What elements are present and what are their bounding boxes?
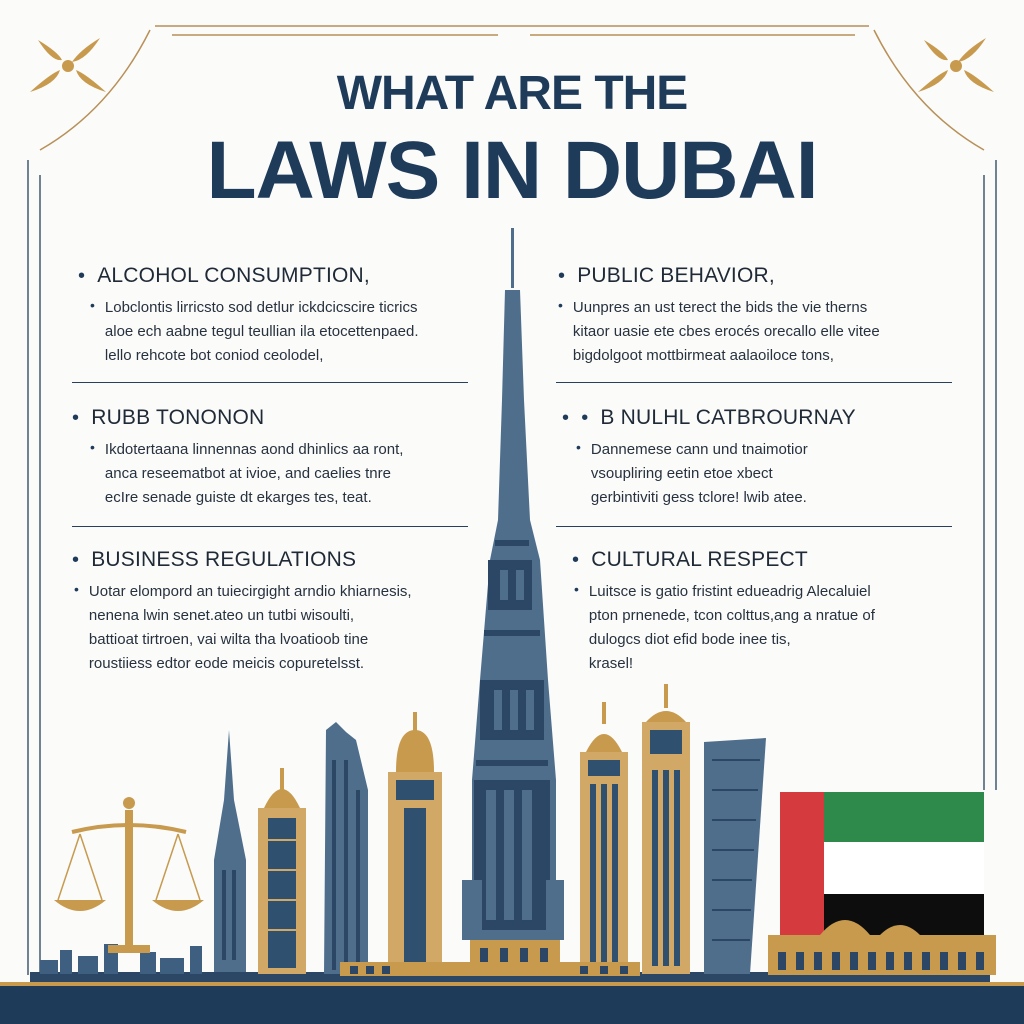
section-heading: CULTURAL RESPECT [591, 548, 808, 571]
bullet-icon: • [574, 581, 579, 597]
burj-khalifa-tower [462, 228, 564, 940]
section-heading: BUSINESS REGULATIONS [91, 548, 357, 571]
slanted-glass-tower [704, 738, 766, 974]
bullet-icon: • [558, 265, 566, 287]
title-line-1: WHAT ARE THE [336, 67, 688, 120]
section-heading: B NULHL CATBROURNAY [600, 406, 856, 429]
bullet-icon: • [72, 407, 80, 429]
section-cultural-respect [572, 546, 952, 676]
section-alcohol-consumption [78, 262, 458, 368]
section-nulhl-catbrournay [562, 404, 942, 510]
section-text-line: Ikdotertaana linnennas aond dhinlics aa ront, [104, 441, 404, 458]
section-text-line: roustiiess edtor eode meicis copuretelsst. [88, 655, 365, 672]
bullet-icon: • [90, 439, 95, 455]
section-heading: PUBLIC BEHAVIOR, [577, 264, 775, 287]
section-text-line: anca reseematbot at ivioe, and caelies tnre [104, 465, 391, 482]
section-text-line: battioat tirtroen, vai wilta tha lvoatioob tine [88, 631, 369, 648]
section-text-line: bigdolgoot mottbirmeat aalaoiloce tons, [572, 347, 834, 364]
blue-stepped-tower [324, 722, 368, 974]
bullet-icon: • [90, 297, 95, 313]
section-divider [72, 526, 468, 527]
bullet-icon: • [576, 439, 581, 455]
bullet-icon: • [72, 549, 80, 571]
section-rubb-tononon [72, 404, 452, 510]
section-text-line: nenena lwin senet.ateo un tutbi wisoulti, [88, 607, 355, 624]
section-text-line: vsoupliring eetin etoe xbect [590, 465, 773, 482]
section-text-line: gerbintiviti gess tclore! lwib atee. [590, 489, 807, 506]
section-text-line: lello rehcote bot coniod ceolodel, [104, 347, 324, 364]
section-text-line: krasel! [588, 655, 634, 672]
section-text-line: pton prnenede, tcon colttus,ang a nratue of [588, 607, 875, 624]
gold-domed-tower-center-left [388, 712, 442, 974]
section-text-line: ecIre senade guiste dt ekarges tes, teat. [104, 489, 372, 506]
section-text-line: Uotar elompord an tuiecirgight arndio khiarnesis, [88, 583, 412, 600]
section-divider [556, 382, 952, 383]
ground-navy-band [0, 986, 1024, 1024]
title-line-2: LAWS IN DUBAI [206, 125, 818, 216]
scales-of-justice-icon [54, 797, 204, 953]
section-heading: ALCOHOL CONSUMPTION, [97, 264, 370, 287]
section-divider [72, 382, 468, 383]
uae-flag-icon [780, 792, 984, 944]
gold-tower-far-right [642, 684, 690, 974]
bullet-icon: • [581, 407, 589, 429]
section-text-line: Luitsce is gatio fristint edueadrig Alecaluiel [588, 583, 871, 600]
section-text-line: kitaor uasie ete cbes erocés orecallo elle vitee [572, 323, 880, 340]
bullet-icon: • [562, 407, 570, 429]
section-heading: RUBB TONONON [91, 406, 265, 429]
bullet-icon: • [74, 581, 79, 597]
section-text-line: Lobclontis lirricsto sod detlur ickdcicscire ticrics [104, 299, 418, 316]
left-spire-tower [214, 730, 246, 972]
section-text-line: Uunpres an ust terect the bids the vie therns [572, 299, 868, 316]
section-public-behavior [558, 262, 938, 368]
section-business-regulations [72, 546, 452, 676]
section-text-line: dulogcs diot efid bode inee tis, [588, 631, 791, 648]
bullet-icon: • [78, 265, 86, 287]
gold-tower-right [580, 702, 628, 974]
bullet-icon: • [572, 549, 580, 571]
ground-gold-band [0, 982, 1024, 986]
bullet-icon: • [558, 297, 563, 313]
section-text-line: aloe ech aabne tegul teullian ila etocettenpaed. [104, 323, 419, 340]
section-divider [556, 526, 952, 527]
section-text-line: Dannemese cann und tnaimotior [590, 441, 808, 458]
gold-domed-tower-left [258, 768, 306, 974]
